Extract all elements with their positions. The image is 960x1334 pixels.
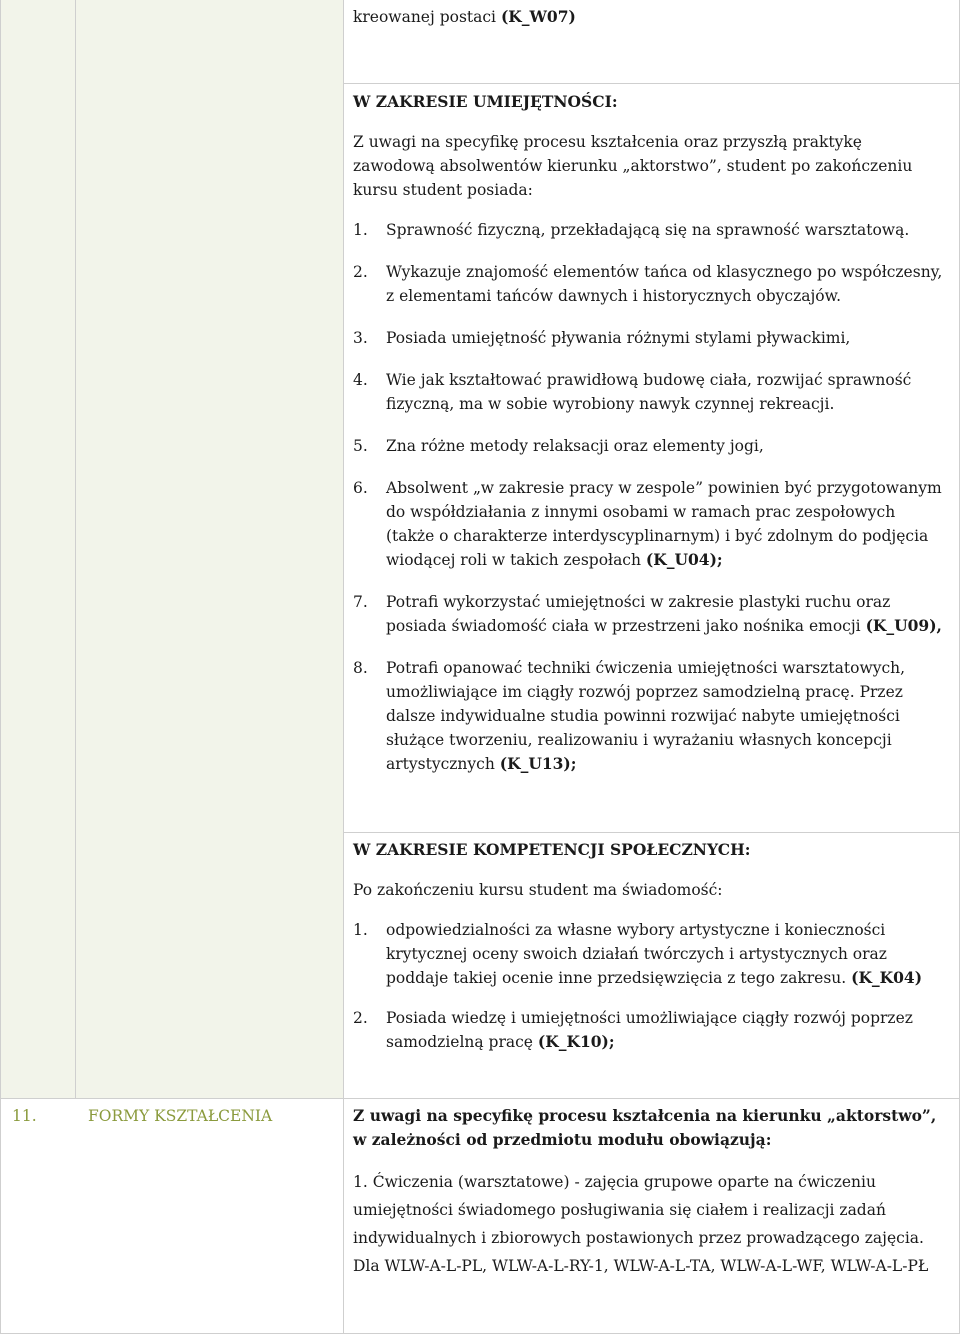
list-item-text: Zna różne metody relaksacji oraz elementy jogi, xyxy=(386,437,764,455)
social-list xyxy=(353,918,945,1054)
left-column-cell xyxy=(0,0,75,1098)
list-item-text: Posiada wiedzę i umiejętności umożliwiające ciągły rozwój poprzez samodzielną pracę xyxy=(386,1009,913,1051)
list-item-text: Wie jak kształtować prawidłową budowę ciała, rozwijać sprawność fizyczną, ma w sobie wyrobiony nawyk czynnej rekreacji. xyxy=(386,371,912,413)
list-item-number: 2. xyxy=(353,1009,368,1027)
section-number: 11. xyxy=(12,1107,37,1125)
list-item-number: 3. xyxy=(353,329,368,347)
list-item-text: Sprawność fizyczną, przekładającą się na sprawność warsztatową. xyxy=(386,221,910,239)
skills-list-item xyxy=(353,260,945,308)
forms-body: 1. Ćwiczenia (warsztatowe) - zajęcia grupowe oparte na ćwiczeniu umiejętności świadomego posługiwania się ciałem i realizacji zadań indywidualnych i zbiorowych postawionych przez prowadzącego zajęcia. Dla WLW-A-L-PL, WLW-A-L-RY-1, WLW-A-L-TA, WLW-A-L-WF, WLW-A-L-PŁ xyxy=(353,1173,929,1275)
section-label: FORMY KSZTAŁCENIA xyxy=(88,1107,273,1125)
list-item-code: (K_K04) xyxy=(851,968,923,987)
skills-list-item xyxy=(353,434,945,458)
list-item-number: 5. xyxy=(353,437,368,455)
skills-heading: W ZAKRESIE UMIEJĘTNOŚCI: xyxy=(353,92,618,111)
list-item-number: 1. xyxy=(353,921,368,939)
top-code: (K_W07) xyxy=(500,7,576,26)
skills-list-item xyxy=(353,476,945,572)
list-item-number: 1. xyxy=(353,221,368,239)
social-list-item xyxy=(353,1006,945,1054)
list-item-code: (K_U04); xyxy=(645,550,723,569)
skills-list-item xyxy=(353,590,945,638)
list-item-text: Potrafi wykorzystać umiejętności w zakresie plastyki ruchu oraz posiada świadomość ciała w przestrzeni jako nośnika emocji xyxy=(386,593,891,635)
skills-list xyxy=(353,218,945,776)
middle-column-cell xyxy=(76,0,343,1098)
list-item-text: Posiada umiejętność pływania różnymi stylami pływackimi, xyxy=(386,329,851,347)
skills-list-item xyxy=(353,368,945,416)
skills-intro: Z uwagi na specyfikę procesu kształcenia oraz przyszłą praktykę zawodową absolwentów kierunku „aktorstwo”, student po zakończeniu kursu student posiada: xyxy=(353,133,913,199)
list-item-text: Potrafi opanować techniki ćwiczenia umiejętności warsztatowych, umożliwiające im ciągły rozwój poprzez samodzielną pracę. Przez dalsze indywidualne studia powinni rozwijać nabyte umiejętności służące tworzeniu, realizowaniu i wyrażaniu własnych koncepcji artystycznych xyxy=(386,659,906,773)
list-item-number: 7. xyxy=(353,593,368,611)
list-item-code: (K_U09), xyxy=(865,616,942,635)
list-item-text: odpowiedzialności za własne wybory artystyczne i konieczności krytycznej oceny swoich działań twórczych i artystycznych oraz poddaje takiej ocenie inne przedsięwzięcia z tego zakresu. xyxy=(386,921,887,987)
skills-list-item xyxy=(353,326,945,350)
social-list-item xyxy=(353,918,945,990)
list-item-text: Wykazuje znajomość elementów tańca od klasycznego po współczesny, z elementami tańców dawnych i historycznych obyczajów. xyxy=(386,263,943,305)
list-item-code: (K_U13); xyxy=(499,754,577,773)
list-item-number: 2. xyxy=(353,263,368,281)
forms-heading: Z uwagi na specyfikę procesu kształcenia na kierunku „aktorstwo”, w zależności od przedmiotu modułu obowiązują: xyxy=(353,1106,937,1149)
skills-list-item xyxy=(353,218,945,242)
top-text: kreowanej postaci xyxy=(353,8,497,26)
social-cell xyxy=(353,838,945,1054)
top-cell xyxy=(353,5,945,29)
list-item-code: (K_K10); xyxy=(537,1032,615,1051)
list-item-text: Absolwent „w zakresie pracy w zespole” powinien być przygotowanym do współdziałania z innymi osobami w ramach prac zespołowych (także o charakterze interdyscyplinarnym) i być zdolnym do podjęcia wiodącej roli w takich zespołach xyxy=(386,479,942,569)
list-item-number: 6. xyxy=(353,479,368,497)
social-intro: Po zakończeniu kursu student ma świadomość: xyxy=(353,881,723,899)
list-item-number: 4. xyxy=(353,371,368,389)
skills-list-item xyxy=(353,656,945,776)
forms-cell xyxy=(353,1104,945,1280)
list-item-number: 8. xyxy=(353,659,368,677)
social-heading: W ZAKRESIE KOMPETENCJI SPOŁECZNYCH: xyxy=(353,840,751,859)
skills-cell xyxy=(353,90,945,776)
